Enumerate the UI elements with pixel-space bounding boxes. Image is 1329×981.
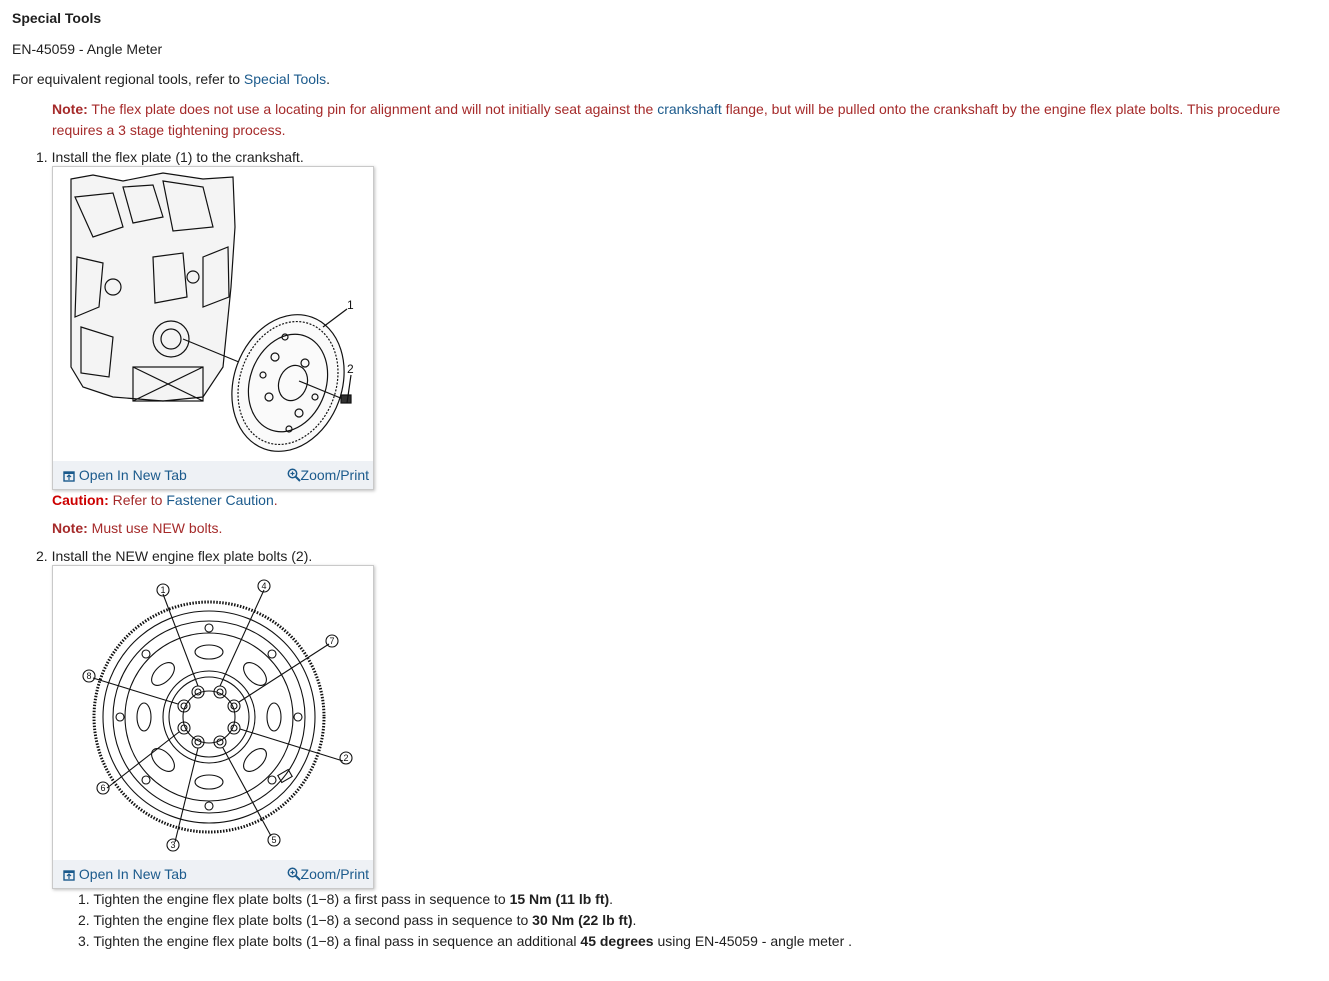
step-2-number: 2. xyxy=(36,548,48,564)
caution-suffix: . xyxy=(273,492,278,508)
caution-line xyxy=(52,490,278,511)
substep-1 xyxy=(78,891,613,907)
regional-tools-line xyxy=(12,71,330,87)
substep-2 xyxy=(78,912,636,928)
note-text-a: The flex plate does not use a locating pin for alignment and will not initially seat against the xyxy=(87,101,658,117)
callout-bolt-6: 6 xyxy=(100,783,106,793)
substep-2-torque: 30 Nm (22 lb ft) xyxy=(532,912,633,928)
figure-bolt-sequence xyxy=(52,565,374,889)
callout-1: 1 xyxy=(347,298,354,312)
zoom-print-label: Zoom/Print xyxy=(300,467,369,483)
regional-suffix: . xyxy=(326,71,331,87)
caution-text: Refer to xyxy=(108,492,167,508)
special-tools-link[interactable]: Special Tools xyxy=(243,71,327,87)
note-flex-plate xyxy=(52,99,1280,141)
note-text-b: flange, but will be pulled onto the crankshaft by the engine flex plate bolts. This procedure xyxy=(721,101,1281,117)
substep-1-torque: 15 Nm (11 lb ft) xyxy=(509,891,610,907)
substep-3-angle: 45 degrees xyxy=(580,933,654,949)
substep-3 xyxy=(78,933,852,949)
step-2-text: Install the NEW engine flex plate bolts (2). xyxy=(51,548,313,564)
regional-prefix: For equivalent regional tools, refer to xyxy=(12,71,244,87)
note-2-label: Note: xyxy=(52,520,88,536)
zoom-print-button[interactable] xyxy=(287,467,369,483)
note-2-text: Must use NEW bolts. xyxy=(87,520,223,536)
zoom-print-label-2: Zoom/Print xyxy=(300,866,369,882)
step-1-number: 1. xyxy=(36,149,48,165)
figure-1-toolbar xyxy=(53,461,373,489)
page-title: Special Tools xyxy=(12,10,102,26)
flex-plate-illustration xyxy=(53,167,373,461)
callout-bolt-1: 1 xyxy=(160,585,166,595)
crankshaft-link[interactable]: crankshaft xyxy=(657,101,722,117)
figure-flex-plate-install xyxy=(52,166,374,490)
substep-2-number: 2. xyxy=(78,912,90,928)
zoom-icon xyxy=(287,468,301,482)
callout-bolt-3: 3 xyxy=(170,840,176,850)
zoom-print-button-2[interactable] xyxy=(287,866,369,882)
caution-label: Caution: xyxy=(52,492,109,508)
substep-1-text: Tighten the engine flex plate bolts (1−8) a first pass in sequence to xyxy=(93,891,510,907)
substep-3-suffix: using EN-45059 - angle meter . xyxy=(653,933,853,949)
step-2 xyxy=(36,548,312,564)
note-new-bolts xyxy=(52,518,222,539)
step-1 xyxy=(36,149,304,165)
substep-2-text: Tighten the engine flex plate bolts (1−8) a second pass in sequence to xyxy=(93,912,533,928)
callout-bolt-2: 2 xyxy=(343,753,349,763)
substep-3-text: Tighten the engine flex plate bolts (1−8) a final pass in sequence an additional xyxy=(93,933,581,949)
zoom-icon xyxy=(287,867,301,881)
figure-2-toolbar xyxy=(53,860,373,888)
open-in-new-tab-label: Open In New Tab xyxy=(78,467,187,483)
open-new-tab-icon xyxy=(63,869,75,881)
note-label: Note: xyxy=(52,101,88,117)
callout-bolt-7: 7 xyxy=(329,636,335,646)
open-in-new-tab-label-2: Open In New Tab xyxy=(78,866,187,882)
step-1-text: Install the flex plate (1) to the crankshaft. xyxy=(51,149,304,165)
bolt-sequence-illustration xyxy=(53,566,373,860)
fastener-caution-link[interactable]: Fastener Caution xyxy=(166,492,274,508)
open-new-tab-icon xyxy=(63,470,75,482)
tool-line: EN-45059 - Angle Meter xyxy=(12,41,163,57)
callout-bolt-8: 8 xyxy=(86,671,92,681)
substep-1-suffix: . xyxy=(609,891,614,907)
callout-bolt-5: 5 xyxy=(271,835,277,845)
callout-2: 2 xyxy=(347,362,354,376)
substep-1-number: 1. xyxy=(78,891,90,907)
open-in-new-tab-button-2[interactable] xyxy=(63,866,187,882)
open-in-new-tab-button[interactable] xyxy=(63,467,187,483)
substep-3-number: 3. xyxy=(78,933,90,949)
substep-2-suffix: . xyxy=(632,912,637,928)
callout-bolt-4: 4 xyxy=(261,581,267,591)
note-line-2: requires a 3 stage tightening process. xyxy=(52,122,286,138)
